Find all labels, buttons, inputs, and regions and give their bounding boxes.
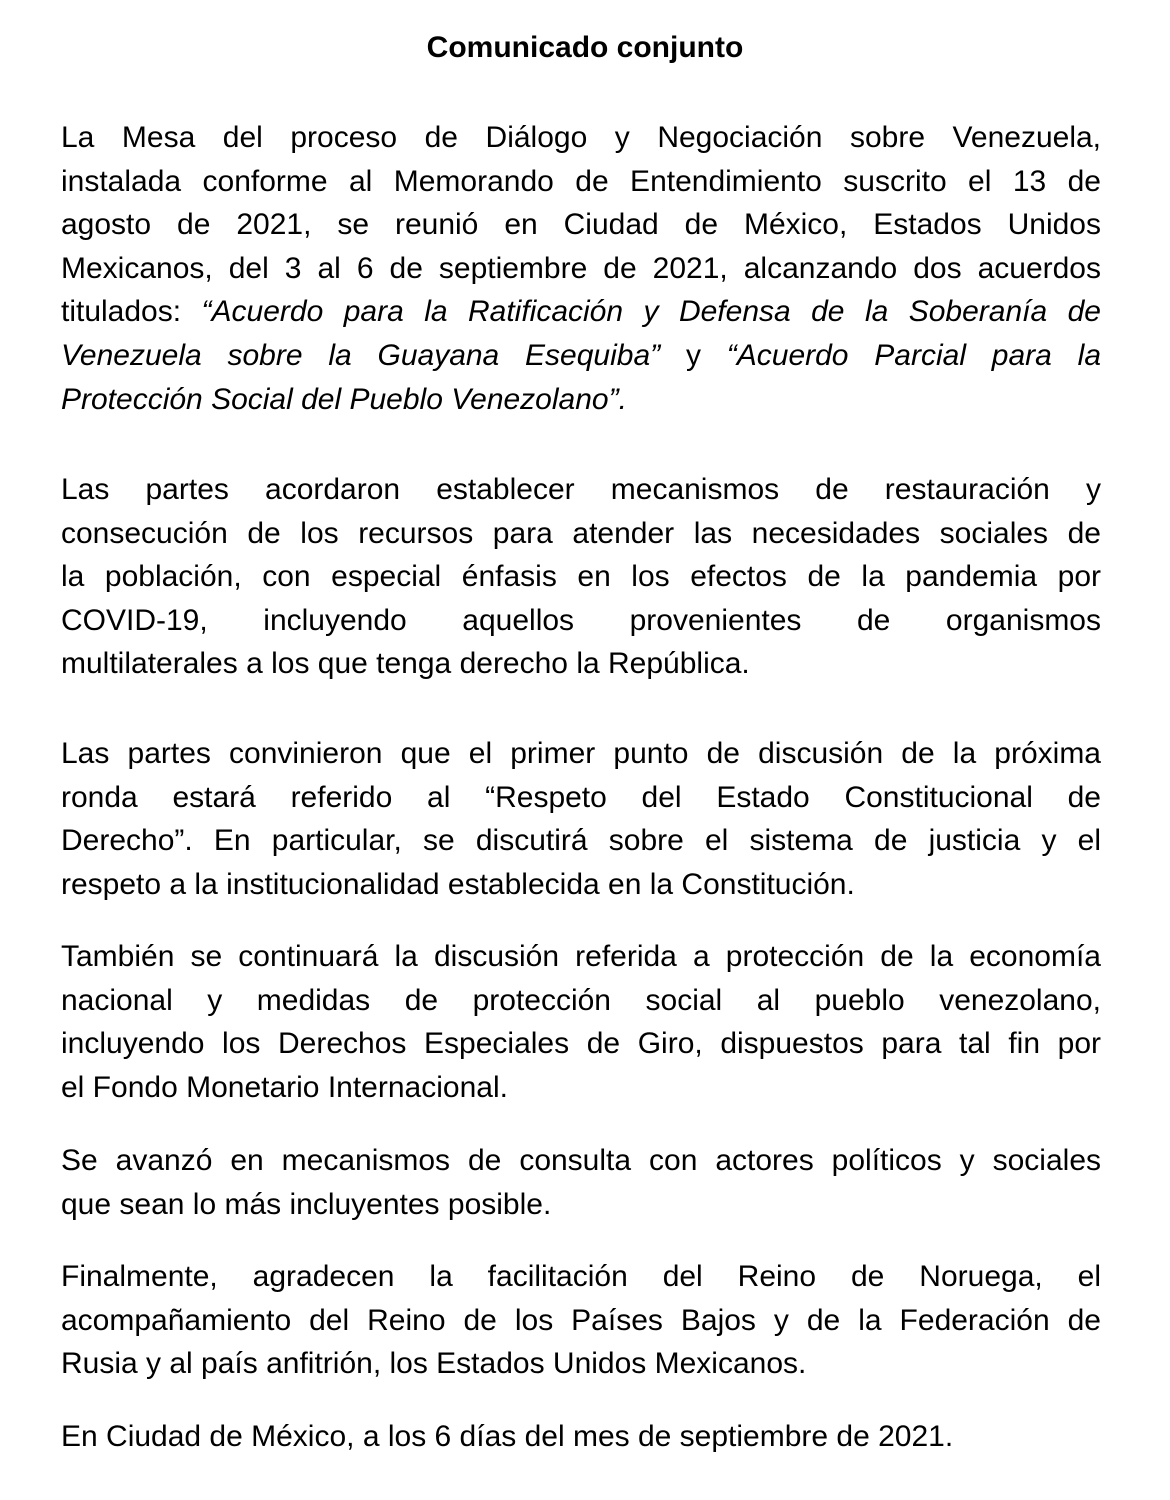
paragraph-5 [61,1139,1101,1226]
body-text: incluyendo los Derechos Especiales de Giro, dispuestos para tal fin por [61,1027,1101,1061]
text-line [61,555,1101,599]
body-text: respeto a la institucionalidad establecida en la Constitución. [61,867,855,901]
agreement-title-text: “Acuerdo para la Ratificación y Defensa de la Soberanía de [201,295,1101,329]
body-text: COVID-19, incluyendo aquellos provenientes de organismos [61,603,1101,637]
text-line [61,1342,1101,1386]
body-text: consecución de los recursos para atender las necesidades sociales de [61,516,1101,550]
text-line [61,1139,1101,1183]
text-line [61,1415,1101,1459]
body-text: Mexicanos, del 3 al 6 de septiembre de 2021, alcanzando dos acuerdos [61,251,1101,285]
body-text: que sean lo más incluyentes posible. [61,1187,552,1221]
body-text: Se avanzó en mecanismos de consulta con actores políticos y sociales [61,1144,1101,1177]
paragraph-1 [61,116,1101,421]
paragraph-4 [61,935,1101,1109]
body-text: multilaterales a los que tenga derecho la República. [61,647,750,681]
body-text: La Mesa del proceso de Diálogo y Negociación sobre Venezuela, [61,121,1101,154]
agreement-title-text: Protección Social del Pueblo Venezolano”. [61,382,627,416]
body-text: titulados: [61,295,202,329]
body-text: nacional y medidas de protección social al pueblo venezolano, [61,983,1101,1017]
text-line [61,935,1101,979]
paragraph-3 [61,732,1101,906]
body-text: También se continuará la discusión referida a protección de la economía [61,940,1101,973]
text-line [61,979,1101,1023]
text-line [61,247,1101,291]
text-line [61,468,1101,512]
body-text: acompañamiento del Reino de los Países Bajos y de la Federación de [61,1303,1101,1337]
text-line [61,203,1101,247]
body-text: Finalmente, agradecen la facilitación del Reino de Noruega, el [61,1260,1101,1293]
text-line [61,732,1101,776]
body-text: Derecho”. En particular, se discutirá sobre el sistema de justicia y el [61,824,1101,858]
text-line [61,290,1101,334]
body-text: el Fondo Monetario Internacional. [61,1070,508,1104]
text-line [61,642,1101,686]
body-text: ronda estará referido al “Respeto del Estado Constitucional de [61,780,1101,814]
paragraph-2 [61,468,1101,686]
paragraph-6 [61,1255,1101,1386]
text-line [61,378,1101,422]
body-text: agosto de 2021, se reunió en Ciudad de México, Estados Unidos [61,208,1101,242]
text-line [61,819,1101,863]
text-line [61,776,1101,820]
text-line [61,1183,1101,1227]
text-line [61,334,1101,378]
text-line [61,1022,1101,1066]
body-text: y [660,338,727,372]
body-text: instalada conforme al Memorando de Entendimiento suscrito el 13 de [61,164,1101,198]
body-text: la población, con especial énfasis en los efectos de la pandemia por [61,560,1101,594]
paragraph-closing-date [61,1415,1101,1459]
text-line [61,1255,1101,1299]
text-line [61,116,1101,160]
text-line [61,512,1101,556]
text-line [61,1066,1101,1110]
agreement-title-text: “Acuerdo Parcial para la [726,338,1102,372]
body-text: En Ciudad de México, a los 6 días del mes de septiembre de 2021. [61,1420,954,1453]
body-text: Rusia y al país anfitrión, los Estados Unidos Mexicanos. [61,1347,807,1381]
agreement-title-text: Venezuela sobre la Guayana Esequiba” [61,338,661,372]
text-line [61,863,1101,907]
body-text: Las partes convinieron que el primer punto de discusión de la próxima [61,737,1101,770]
text-line [61,1299,1101,1343]
body-text: Las partes acordaron establecer mecanismos de restauración y [61,473,1101,506]
text-line [61,599,1101,643]
document-title: Comunicado conjunto [426,31,744,64]
text-line [61,160,1101,204]
